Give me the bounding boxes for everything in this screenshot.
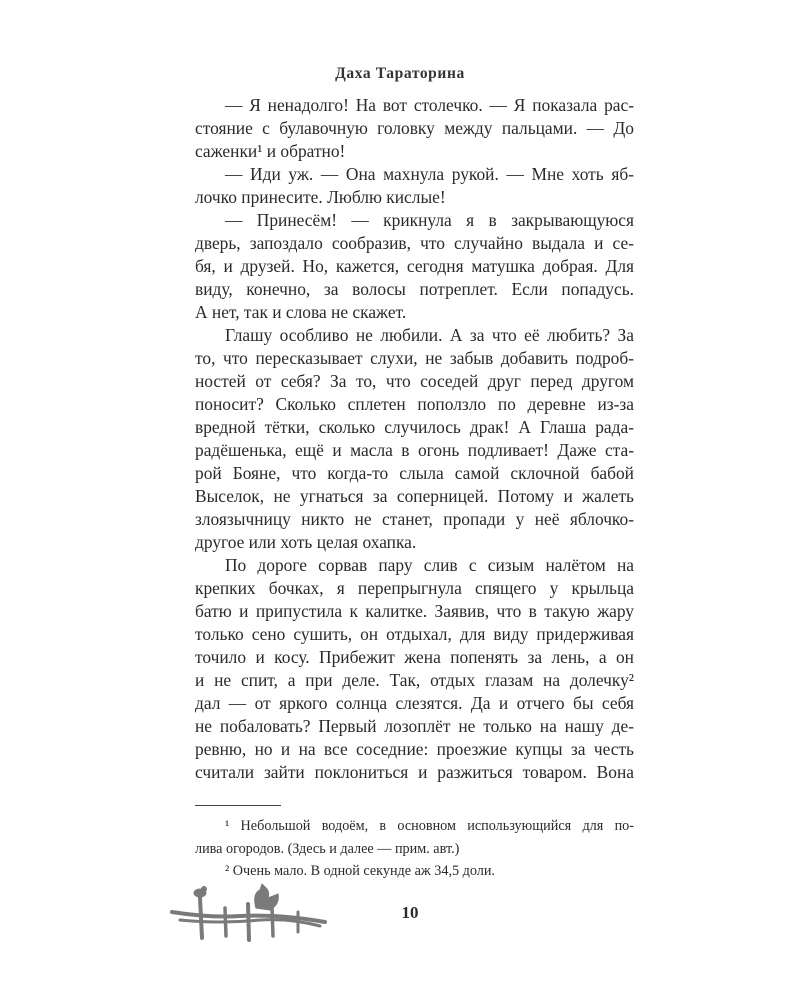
text-line: ревню, но и на все соседние: проезжие купцы за честь: [195, 739, 634, 759]
text-line: то, что пересказывает слухи, не забыв добавить подроб-: [195, 348, 634, 368]
text-line: только сено сушить, он отдыхал, для виду придерживая: [195, 624, 634, 644]
text-line: злоязычницу никто не станет, пропади у неё яблочко-: [195, 509, 634, 529]
text-line: ностей от себя? За то, что соседей друг перед другом: [195, 371, 634, 391]
text-line: не побаловать? Первый лозоплёт не только на нашу де-: [195, 716, 634, 736]
text-line: считали зайти поклониться и разжиться товаром. Вона: [195, 762, 634, 782]
text-line: другое или хоть целая охапка.: [195, 532, 417, 552]
text-line: По дороге сорвав пару слив с сизым налётом на: [225, 555, 634, 575]
text-line: точило и косу. Прибежит жена попенять за лень, а он: [195, 647, 634, 667]
footnote-separator: [195, 805, 281, 806]
text-line: А нет, так и слова не скажет.: [195, 302, 407, 322]
text-line: Выселок, не угнаться за соперницей. Потому и жалеть: [195, 486, 634, 506]
running-header-author: Даха Тараторина: [335, 65, 465, 82]
footnote-line: лива огородов. (Здесь и далее — прим. авт.): [195, 840, 460, 857]
text-line: — Я ненадолго! На вот столечко. — Я показала рас-: [225, 95, 634, 115]
text-line: радёшенька, ещё и масла в огонь подливает! Даже ста-: [195, 440, 634, 460]
text-line: саженки¹ и обратно!: [195, 141, 346, 161]
page-number: 10: [401, 903, 419, 922]
footnotes: [195, 815, 634, 883]
text-line: дверь, запоздало сообразив, что случайно выдала и се-: [195, 233, 634, 253]
footnote-line: ¹ Небольшой водоём, в основном использующийся для по-: [225, 818, 634, 834]
text-line: стояние с булавочную головку между пальцами. — До: [195, 118, 634, 138]
text-line: виду, конечно, за волосы потреплет. Если попадусь.: [195, 279, 634, 299]
footnote-line: ² Очень мало. В одной секунде аж 34,5 доли.: [225, 863, 495, 879]
text-line: дал — от яркого солнца слезятся. Да и отчего бы себя: [195, 693, 634, 713]
text-line: крепких бочках, я перепрыгнула спящего у крыльца: [195, 578, 634, 598]
text-line: — Иди уж. — Она махнула рукой. — Мне хоть яб-: [225, 164, 634, 184]
text-line: батю и припустила к калитке. Заявив, что в такую жару: [195, 601, 634, 621]
text-line: поносит? Сколько сплетен поползло по деревне из-за: [195, 394, 634, 414]
text-line: бя, и друзей. Но, кажется, сегодня матушка добрая. Для: [195, 256, 634, 276]
text-line: — Принесём! — крикнула я в закрывающуюся: [225, 210, 634, 230]
text-line: Глашу особливо не любили. А за что её любить? За: [225, 325, 634, 345]
text-line: рой Бояне, что когда-то слыла самой склочной бабой: [195, 463, 634, 483]
text-line: и не спит, а при деле. Так, отдых глазам на долечку²: [195, 670, 634, 690]
text-line: вредной тётки, сколько случилось драк! А Глаша рада-: [195, 417, 634, 437]
fence-with-birds-ornament: [170, 880, 330, 945]
body-text: [195, 94, 634, 784]
text-line: лочко принесите. Люблю кислые!: [195, 187, 446, 207]
